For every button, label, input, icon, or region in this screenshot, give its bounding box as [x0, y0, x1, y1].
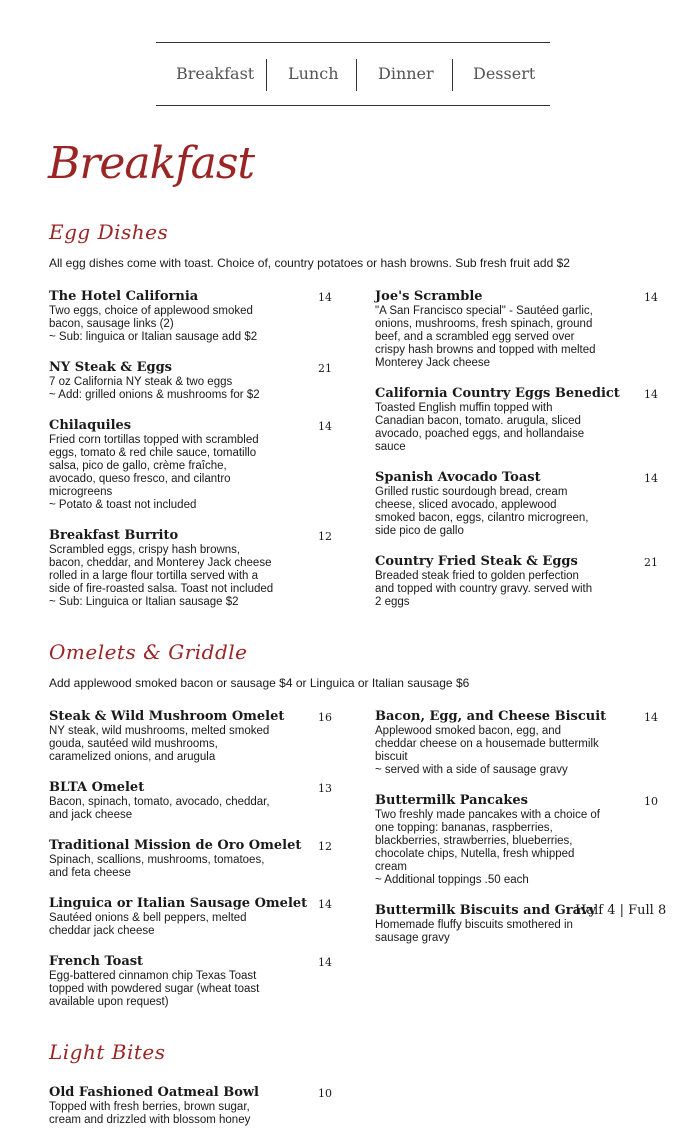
- item-desc-line: ~ Sub: Linguica or Italian sausage $2: [49, 596, 239, 608]
- menu-item: [49, 896, 332, 938]
- item-desc-line: Bacon, spinach, tomato, avocado, cheddar,: [49, 796, 270, 808]
- item-price: 14: [318, 420, 332, 433]
- menu-item: [49, 528, 332, 609]
- section-note-omelets-griddle: Add applewood smoked bacon or sausage $4 or Linguica or Italian sausage $6: [49, 676, 470, 690]
- item-name: Old Fashioned Oatmeal Bowl: [49, 1085, 259, 1100]
- item-desc-line: avocado, poached eggs, and hollandaise: [375, 428, 585, 440]
- item-name: California Country Eggs Benedict: [375, 386, 620, 401]
- item-desc-line: Fried corn tortillas topped with scrambled: [49, 434, 259, 446]
- item-desc-line: Applewood smoked bacon, egg, and: [375, 725, 562, 737]
- item-desc-line: topped with powdered sugar (wheat toast: [49, 983, 260, 995]
- section-title-omelets-griddle: Omelets & Griddle: [49, 640, 248, 664]
- item-desc-line: ~ Sub: linguica or Italian sausage add $2: [49, 331, 258, 343]
- section-title-light-bites: Light Bites: [49, 1040, 166, 1064]
- item-desc-line: Canadian bacon, tomato. arugula, sliced: [375, 415, 581, 427]
- item-desc-line: Homemade fluffy biscuits smothered in: [375, 919, 573, 931]
- item-desc-line: salsa, pico de gallo, crème fraîche,: [49, 460, 227, 472]
- item-desc-line: and jack cheese: [49, 809, 133, 821]
- item-desc-line: and topped with country gravy. served with: [375, 583, 593, 595]
- item-price: 16: [318, 711, 332, 724]
- item-desc-line: crispy hash browns and topped with melted: [375, 344, 596, 356]
- item-price: 13: [318, 782, 332, 795]
- item-name: Buttermilk Biscuits and Gravy: [375, 903, 597, 918]
- item-desc-line: chocolate chips, Nutella, fresh whipped: [375, 848, 575, 860]
- item-desc-line: Sautéed onions & bell peppers, melted: [49, 912, 247, 924]
- tab-dinner[interactable]: Dinner: [378, 64, 434, 83]
- item-desc-line: Two freshly made pancakes with a choice of: [375, 809, 601, 821]
- page-title: Breakfast: [48, 138, 255, 189]
- item-desc-line: onions, mushrooms, fresh spinach, ground: [375, 318, 593, 330]
- tab-lunch[interactable]: Lunch: [288, 64, 339, 83]
- item-desc-line: bacon, sausage links (2): [49, 318, 174, 330]
- menu-item: [49, 838, 332, 880]
- menu-item: [375, 470, 658, 538]
- item-desc-line: Spinach, scallions, mushrooms, tomatoes,: [49, 854, 265, 866]
- item-name: Buttermilk Pancakes: [375, 793, 528, 808]
- tab-dessert[interactable]: Dessert: [473, 64, 536, 83]
- item-desc-line: Breaded steak fried to golden perfection: [375, 570, 579, 582]
- menu-item: [375, 793, 658, 887]
- item-desc-line: Grilled rustic sourdough bread, cream: [375, 486, 568, 498]
- item-desc-line: Toasted English muffin topped with: [375, 402, 553, 414]
- item-desc-line: microgreens: [49, 486, 113, 498]
- section-title-egg-dishes: Egg Dishes: [49, 220, 169, 244]
- section-note-egg-dishes: All egg dishes come with toast. Choice of, country potatoes or hash browns. Sub fresh fruit add $2: [49, 256, 570, 270]
- item-desc-line: cream: [375, 861, 407, 873]
- menu-nav: [156, 42, 550, 106]
- item-desc-line: 2 eggs: [375, 596, 410, 608]
- item-desc-line: bacon, cheddar, and Monterey Jack cheese: [49, 557, 272, 569]
- menu-item: [49, 709, 332, 764]
- item-name: The Hotel California: [49, 289, 199, 304]
- item-name: Breakfast Burrito: [49, 528, 179, 543]
- item-desc-line: cream and drizzled with blossom honey: [49, 1114, 251, 1126]
- item-name: Spanish Avocado Toast: [375, 470, 541, 485]
- menu-item: [375, 386, 658, 454]
- item-name: Steak & Wild Mushroom Omelet: [49, 709, 285, 724]
- item-desc-line: eggs, tomato & red chile sauce, tomatillo: [49, 447, 257, 459]
- tab-breakfast[interactable]: Breakfast: [176, 64, 255, 83]
- item-desc-line: NY steak, wild mushrooms, melted smoked: [49, 725, 270, 737]
- item-desc-line: cheese, sliced avocado, applewood: [375, 499, 557, 511]
- menu-item: [49, 418, 332, 512]
- item-price: 14: [644, 472, 658, 485]
- item-desc-line: cheddar jack cheese: [49, 925, 155, 937]
- menu-item: [49, 780, 332, 822]
- item-desc-line: Two eggs, choice of applewood smoked: [49, 305, 253, 317]
- item-desc-line: Egg-battered cinnamon chip Texas Toast: [49, 970, 257, 982]
- item-price: 10: [318, 1087, 332, 1100]
- item-desc-line: blackberries, strawberries, blueberries,: [375, 835, 573, 847]
- item-desc-line: one topping: bananas, raspberries,: [375, 822, 553, 834]
- item-desc-line: sausage gravy: [375, 932, 450, 944]
- item-name: BLTA Omelet: [49, 780, 145, 795]
- item-desc-line: Topped with fresh berries, brown sugar,: [49, 1101, 250, 1113]
- item-name: Country Fried Steak & Eggs: [375, 554, 578, 569]
- menu-item: [49, 954, 332, 1009]
- item-desc-line: avocado, queso fresco, and cilantro: [49, 473, 231, 485]
- item-desc-line: biscuit: [375, 751, 408, 763]
- menu-item: [49, 1085, 332, 1127]
- item-desc-line: caramelized onions, and arugula: [49, 751, 216, 763]
- item-price: 12: [318, 840, 332, 853]
- item-price: Half 4 | Full 8: [575, 903, 667, 918]
- item-desc-line: and feta cheese: [49, 867, 131, 879]
- nav-divider: [356, 59, 357, 91]
- item-desc-line: side of fire-roasted salsa. Toast not included: [49, 583, 274, 595]
- item-price: 12: [318, 530, 332, 543]
- nav-divider: [266, 59, 267, 91]
- item-price: 14: [644, 388, 658, 401]
- menu-item: [49, 360, 332, 402]
- item-desc-line: available upon request): [49, 996, 169, 1008]
- item-desc-line: "A San Francisco special" - Sautéed garlic,: [375, 305, 593, 317]
- item-name: Linguica or Italian Sausage Omelet: [49, 896, 308, 911]
- item-desc-line: ~ Add: grilled onions & mushrooms for $2: [49, 389, 260, 401]
- item-desc-line: 7 oz California NY steak & two eggs: [49, 376, 233, 388]
- item-name: Traditional Mission de Oro Omelet: [49, 838, 302, 853]
- item-desc-line: ~ Additional toppings .50 each: [375, 874, 529, 886]
- item-desc-line: Scrambled eggs, crispy hash browns,: [49, 544, 241, 556]
- menu-item: [375, 903, 667, 945]
- menu-item: [375, 554, 658, 609]
- item-name: NY Steak & Eggs: [49, 360, 172, 375]
- menu-item: [49, 289, 332, 344]
- item-desc-line: smoked bacon, eggs, cilantro microgreen,: [375, 512, 589, 524]
- item-price: 14: [318, 956, 332, 969]
- item-name: Joe's Scramble: [375, 289, 483, 304]
- item-price: 14: [644, 291, 658, 304]
- item-name: French Toast: [49, 954, 144, 969]
- item-desc-line: ~ served with a side of sausage gravy: [375, 764, 568, 776]
- item-price: 10: [644, 795, 658, 808]
- item-price: 14: [644, 711, 658, 724]
- item-desc-line: rolled in a large flour tortilla served with a: [49, 570, 259, 582]
- item-price: 14: [318, 898, 332, 911]
- item-price: 14: [318, 291, 332, 304]
- item-price: 21: [318, 362, 332, 375]
- item-desc-line: Monterey Jack cheese: [375, 357, 491, 369]
- item-desc-line: sauce: [375, 441, 406, 453]
- item-desc-line: side pico de gallo: [375, 525, 464, 537]
- menu-item: [375, 709, 658, 777]
- item-desc-line: gouda, sautéed wild mushrooms,: [49, 738, 218, 750]
- nav-divider: [452, 59, 453, 91]
- item-name: Chilaquiles: [49, 418, 132, 433]
- item-desc-line: ~ Potato & toast not included: [49, 499, 197, 511]
- menu-item: [375, 289, 658, 370]
- item-price: 21: [644, 556, 658, 569]
- item-name: Bacon, Egg, and Cheese Biscuit: [375, 709, 607, 724]
- item-desc-line: cheddar cheese on a housemade buttermilk: [375, 738, 599, 750]
- item-desc-line: beef, and a scrambled egg served over: [375, 331, 575, 343]
